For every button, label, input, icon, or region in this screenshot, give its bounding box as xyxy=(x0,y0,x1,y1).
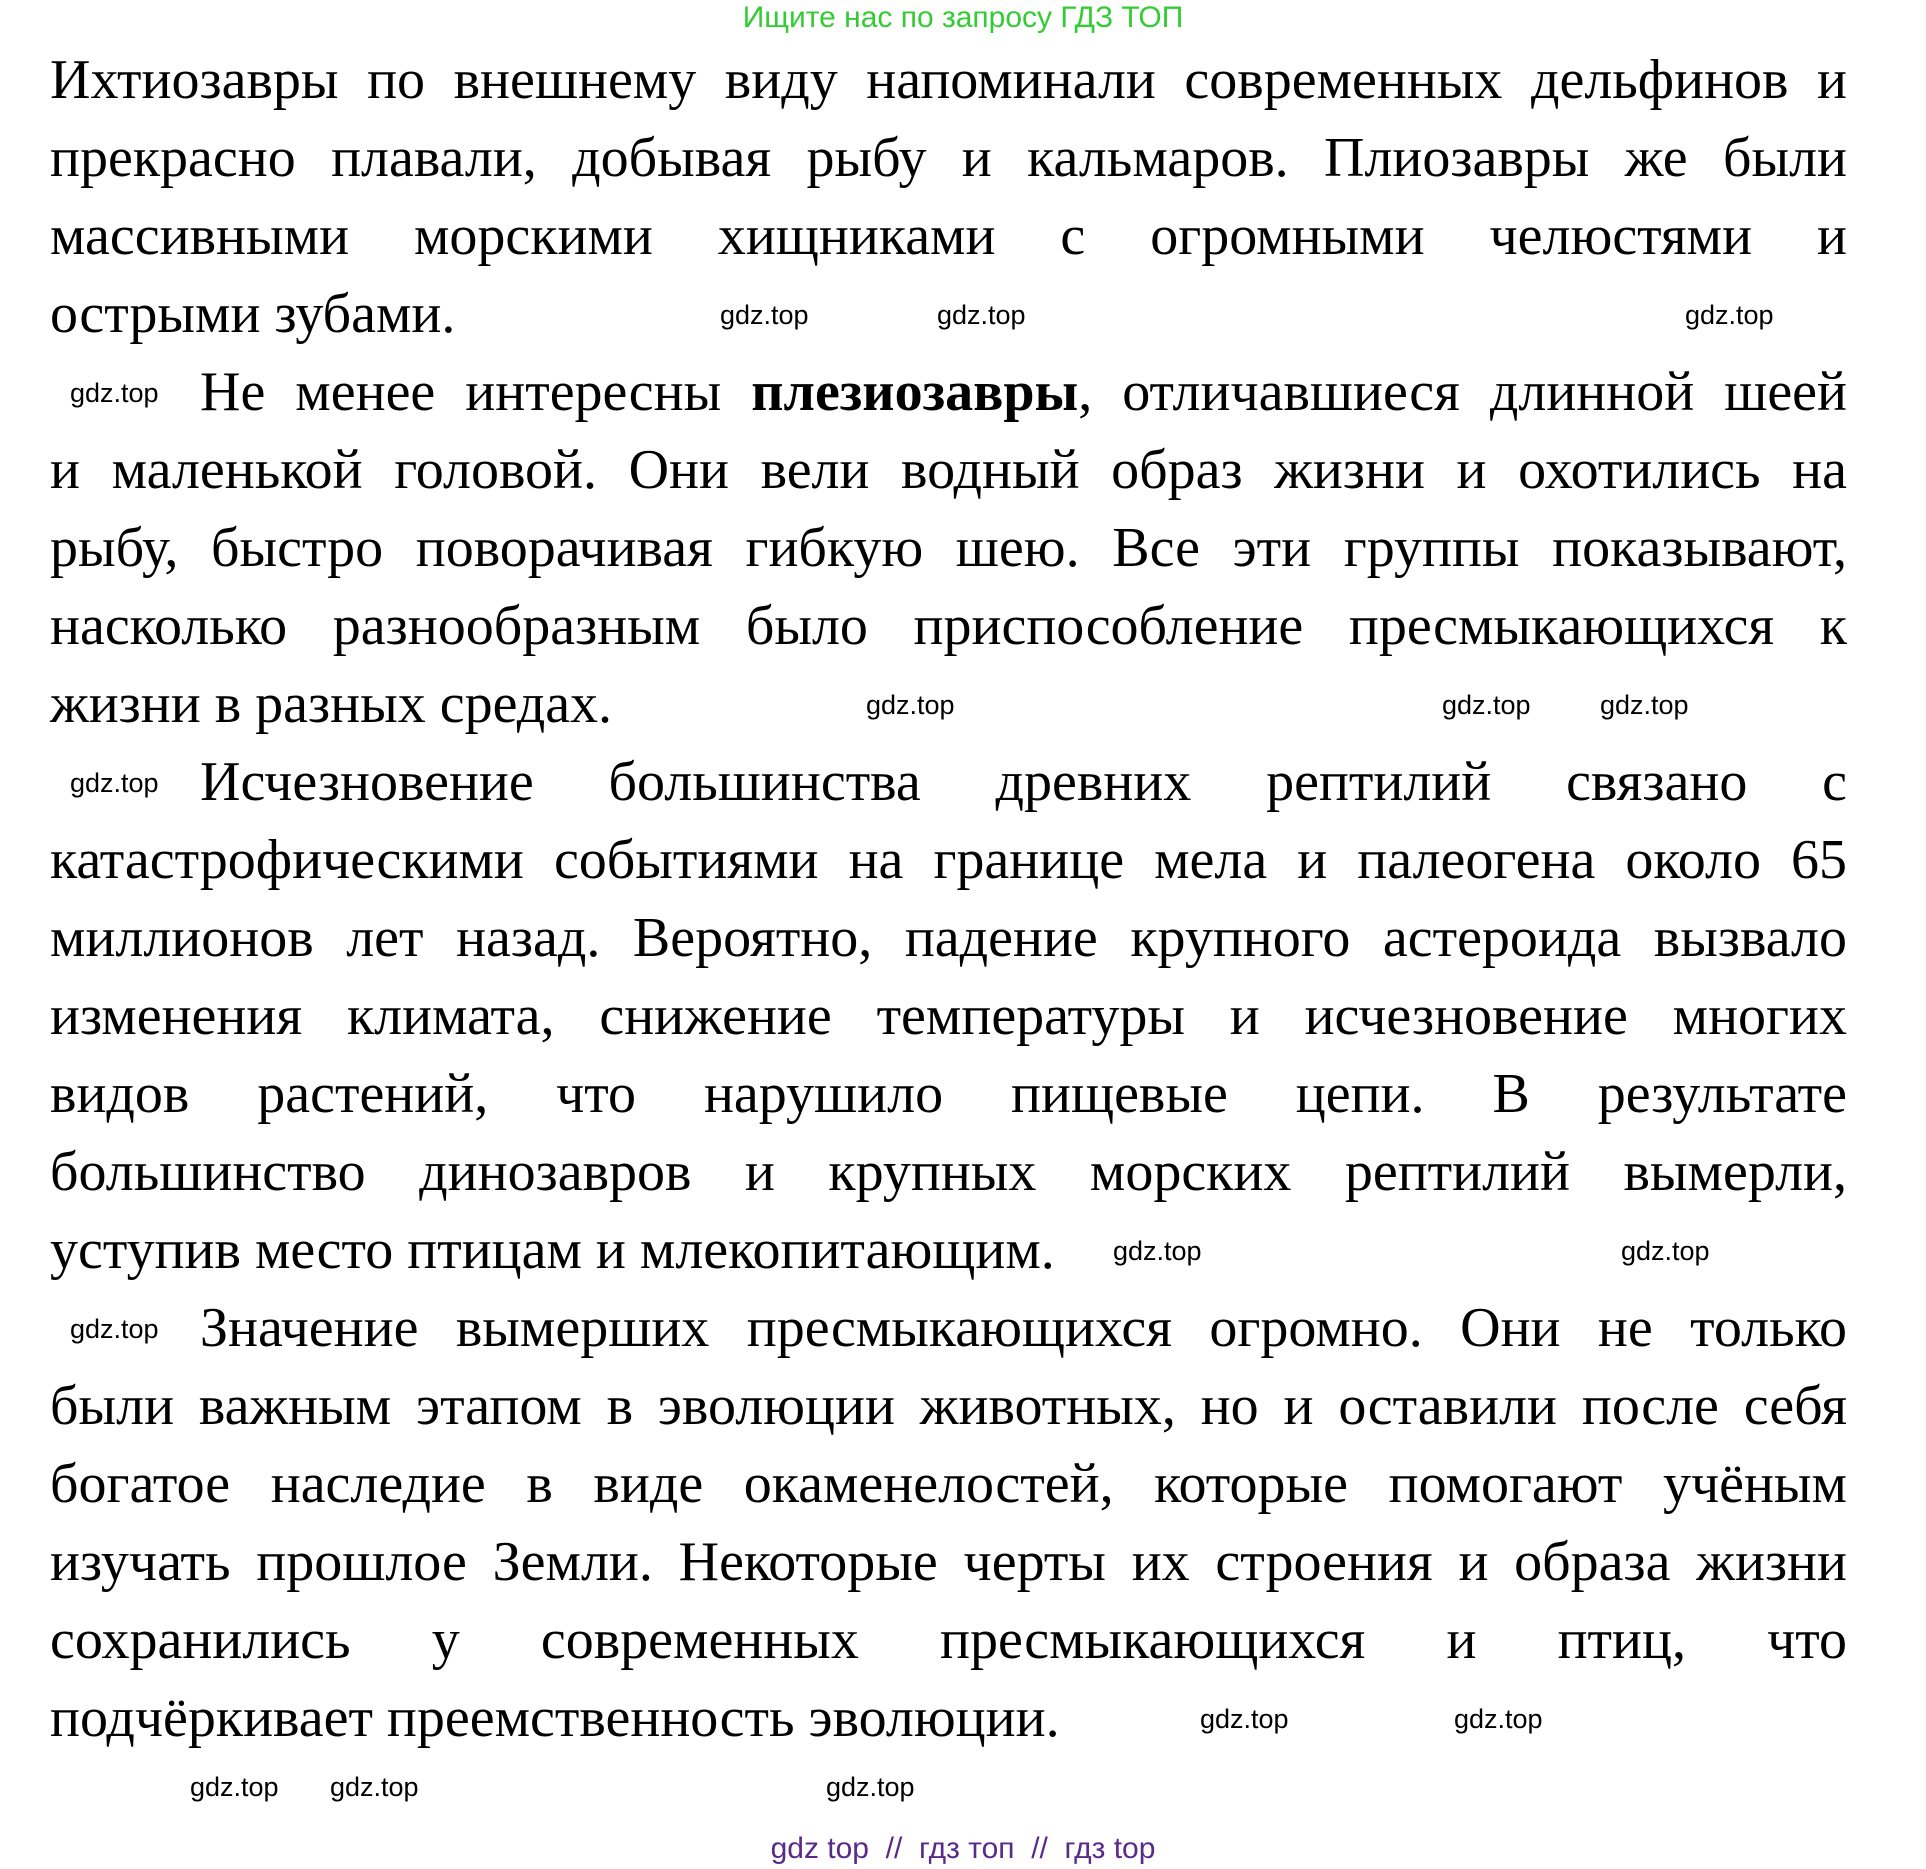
text-line: массивными морскими хищниками с огромными челюстями и xyxy=(50,205,1847,267)
watermark: gdz.top xyxy=(866,690,955,720)
paragraph-3 xyxy=(50,743,1847,1289)
watermark: gdz.top xyxy=(1442,690,1531,720)
footer-banner: gdz top // гдз топ // гдз top xyxy=(770,1832,1156,1865)
watermark: gdz.top xyxy=(1621,1236,1710,1266)
text-segment: Не менее интересны xyxy=(200,361,752,423)
text-line: сохранились у современных пресмыкающихся и птиц, что xyxy=(50,1609,1847,1671)
text-line: изучать прошлое Земли. Некоторые черты их строения и образа жизни xyxy=(50,1531,1847,1593)
text-line: подчёркивает преемственность эволюции. xyxy=(50,1687,1060,1749)
watermark: gdz.top xyxy=(1113,1236,1202,1266)
text-line: острыми зубами. xyxy=(50,283,456,345)
text-line: рыбу, быстро поворачивая гибкую шею. Все эти группы показывают, xyxy=(50,517,1847,579)
text-line: были важным этапом в эволюции животных, но и оставили после себя xyxy=(50,1375,1847,1437)
watermark: gdz.top xyxy=(70,768,159,798)
text-line: изменения климата, снижение температуры и исчезновение многих xyxy=(50,985,1847,1047)
text-line: насколько разнообразным было приспособление пресмыкающихся к xyxy=(50,595,1847,657)
watermark: gdz.top xyxy=(1600,690,1689,720)
watermark: gdz.top xyxy=(70,1314,159,1344)
watermark: gdz.top xyxy=(70,378,159,408)
text-line: жизни в разных средах. xyxy=(50,673,613,735)
watermark: gdz.top xyxy=(937,300,1026,330)
watermark: gdz.top xyxy=(1685,300,1774,330)
search-hint-banner: Ищите нас по запросу ГДЗ ТОП xyxy=(742,1,1184,34)
text-line: уступив место птицам и млекопитающим. xyxy=(50,1219,1055,1281)
text-line: большинство динозавров и крупных морских рептилий вымерли, xyxy=(50,1141,1847,1203)
article-text xyxy=(50,41,1847,1757)
paragraph-4 xyxy=(50,1289,1847,1757)
watermark: gdz.top xyxy=(826,1772,915,1802)
text-segment: , отличавшиеся длинной шеей xyxy=(1078,361,1847,423)
text-line: Ихтиозавры по внешнему виду напоминали современных дельфинов и xyxy=(50,49,1847,111)
text-line: Исчезновение большинства древних рептилий связано с xyxy=(200,751,1847,813)
watermark: gdz.top xyxy=(1200,1704,1289,1734)
text-line xyxy=(200,353,1847,431)
watermark: gdz.top xyxy=(1454,1704,1543,1734)
text-line: богатое наследие в виде окаменелостей, которые помогают учёным xyxy=(50,1453,1847,1515)
text-line: прекрасно плавали, добывая рыбу и кальмаров. Плиозавры же были xyxy=(50,127,1847,189)
bold-term: плезиозавры xyxy=(751,361,1079,423)
watermark: gdz.top xyxy=(330,1772,419,1802)
watermark: gdz.top xyxy=(190,1772,279,1802)
text-line: и маленькой головой. Они вели водный образ жизни и охотились на xyxy=(50,439,1847,501)
text-line: катастрофическими событиями на границе мела и палеогена около 65 xyxy=(50,829,1847,891)
watermark: gdz.top xyxy=(720,300,809,330)
text-line: Значение вымерших пресмыкающихся огромно. Они не только xyxy=(200,1297,1847,1359)
text-line: видов растений, что нарушило пищевые цепи. В результате xyxy=(50,1063,1847,1125)
text-line: миллионов лет назад. Вероятно, падение крупного астероида вызвало xyxy=(50,907,1847,969)
paragraph-2 xyxy=(50,353,1847,743)
